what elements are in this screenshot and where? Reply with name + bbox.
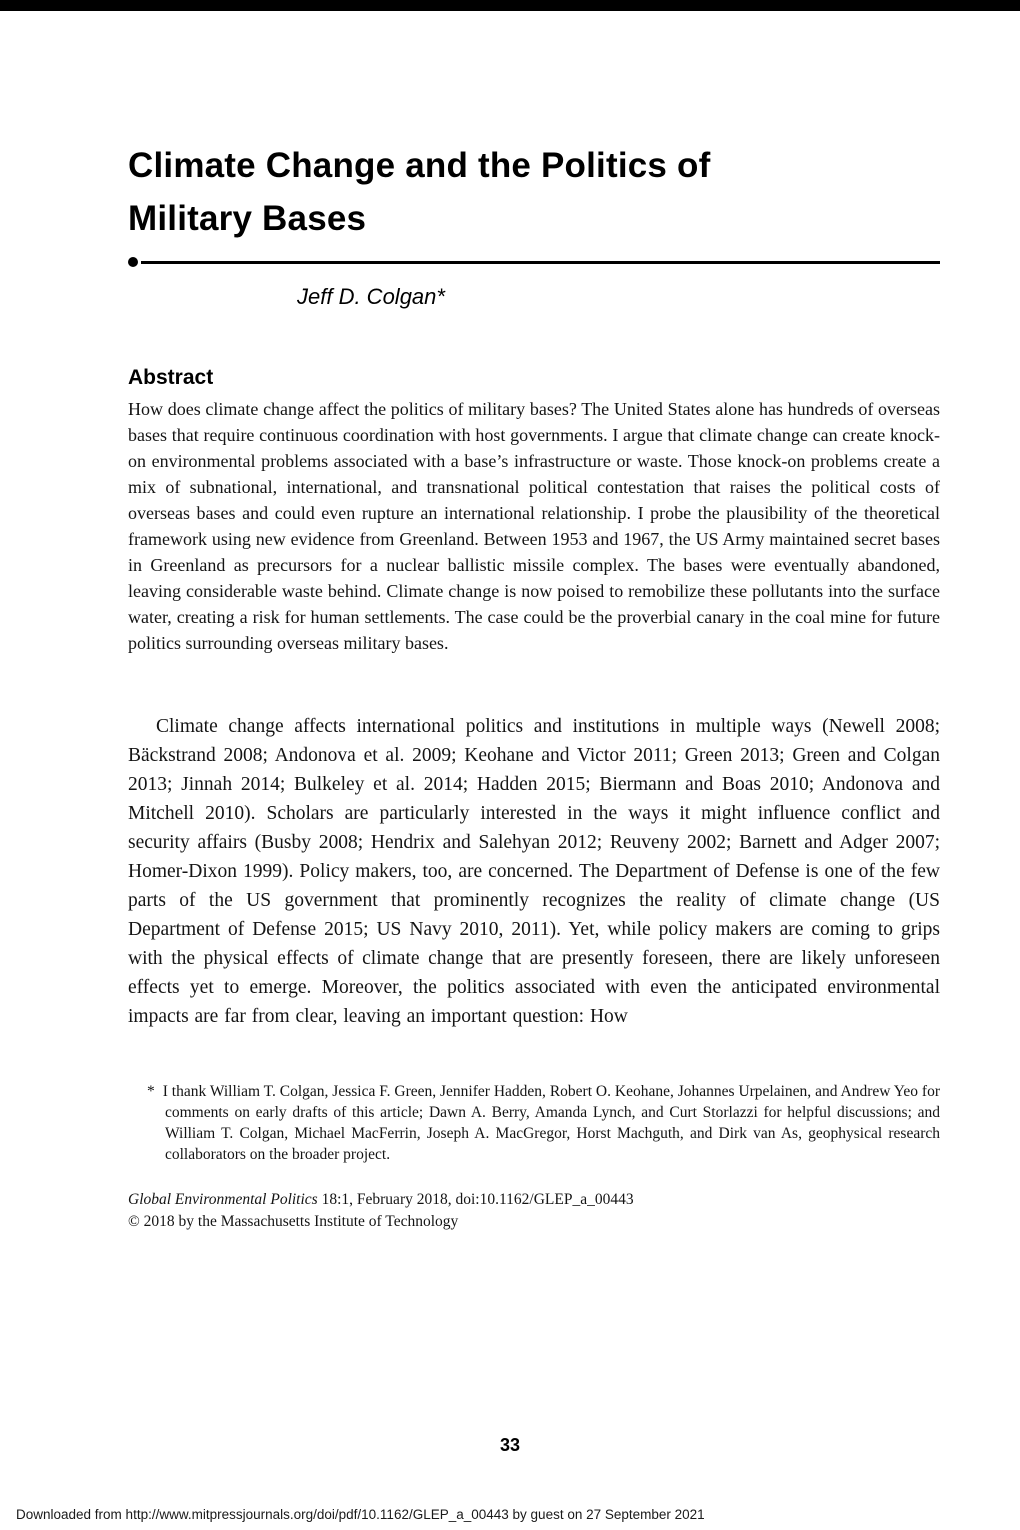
journal-name: Global Environmental Politics: [128, 1191, 318, 1209]
copyright-line: © 2018 by the Massachusetts Institute of Technology: [128, 1213, 459, 1231]
article-title-line1: Climate Change and the Politics of: [128, 146, 711, 185]
article-title: [128, 139, 940, 245]
journal-citation: [128, 1189, 940, 1211]
page-number: 33: [499, 1435, 521, 1455]
horizontal-rule: [141, 261, 940, 264]
footnote-marker: *: [147, 1083, 155, 1101]
abstract-heading: Abstract: [128, 366, 214, 390]
article-title-line2: Military Bases: [128, 199, 367, 239]
abstract-text: How does climate change affect the politics of military bases? The United States alone has hundreds of overseas bases that require continuous coordination with host governments. I argue that climate change can create knock-on environmental problems associated with a base’s infrastructure or waste. Those knock-on problems create a mix of subnational, international, and transnational political contestation that raises the political costs of overseas bases and could even rupture an international relationship. I probe the plausibility of the theoretical framework using new evidence from Greenland. Between 1953 and 1967, the US Army maintained secret bases in Greenland as precursors for a nuclear ballistic missile complex. The bases were eventually abandoned, leaving considerable waste behind. Climate change is now poised to remobilize these pollutants into the surface water, creating a risk for human settlements. The case could be the proverbial canary in the coal mine for future politics surrounding overseas military bases.: [128, 399, 940, 654]
journal-details: 18:1, February 2018, doi:10.1162/GLEP_a_00443: [317, 1191, 634, 1209]
footnote-text: I thank William T. Colgan, Jessica F. Green, Jennifer Hadden, Robert O. Keohane, Johannes Urpelainen, and Andrew Yeo for comments on early drafts of this article; Dawn A. Berry, Amanda Lynch, and Curt Storlazzi for helpful discussions; and William T. Colgan, Michael MacFerrin, Joseph A. MacGregor, Horst Machguth, and Dirk van As, geophysical research collaborators on the broader project.: [162, 1083, 940, 1164]
title-rule: [128, 257, 940, 267]
page-content: [128, 11, 940, 1233]
scan-top-bar: [0, 0, 1020, 11]
bullet-icon: [128, 257, 138, 267]
author-name: Jeff D. Colgan*: [297, 284, 445, 310]
body-paragraph: Climate change affects international politics and institutions in multiple ways (Newell 2008; Bäckstrand 2008; Andonova et al. 2009; Keohane and Victor 2011; Green 2013; Green and Colgan 2013; Jinnah 2014; Bulkeley et al. 2014; Hadden 2015; Biermann and Boas 2010; Andonova and Mitchell 2010). Scholars are particularly interested in the ways it might influence conflict and security affairs (Busby 2008; Hendrix and Salehyan 2012; Reuveny 2002; Barnett and Adger 2007; Homer-Dixon 1999). Policy makers, too, are concerned. The Department of Defense is one of the few parts of the US government that prominently recognizes the reality of climate change (US Department of Defense 2015; US Navy 2010, 2011). Yet, while policy makers are coming to grips with the physical effects of climate change that are presently foreseen, there are likely unforeseen effects yet to emerge. Moreover, the politics associated with even the anticipated environmental impacts are far from clear, leaving an important question: How: [128, 716, 940, 1028]
footnote: [147, 1081, 940, 1165]
download-notice: Downloaded from http://www.mitpressjournals.org/doi/pdf/10.1162/GLEP_a_00443 by guest on 27 September 2021: [16, 1507, 705, 1522]
